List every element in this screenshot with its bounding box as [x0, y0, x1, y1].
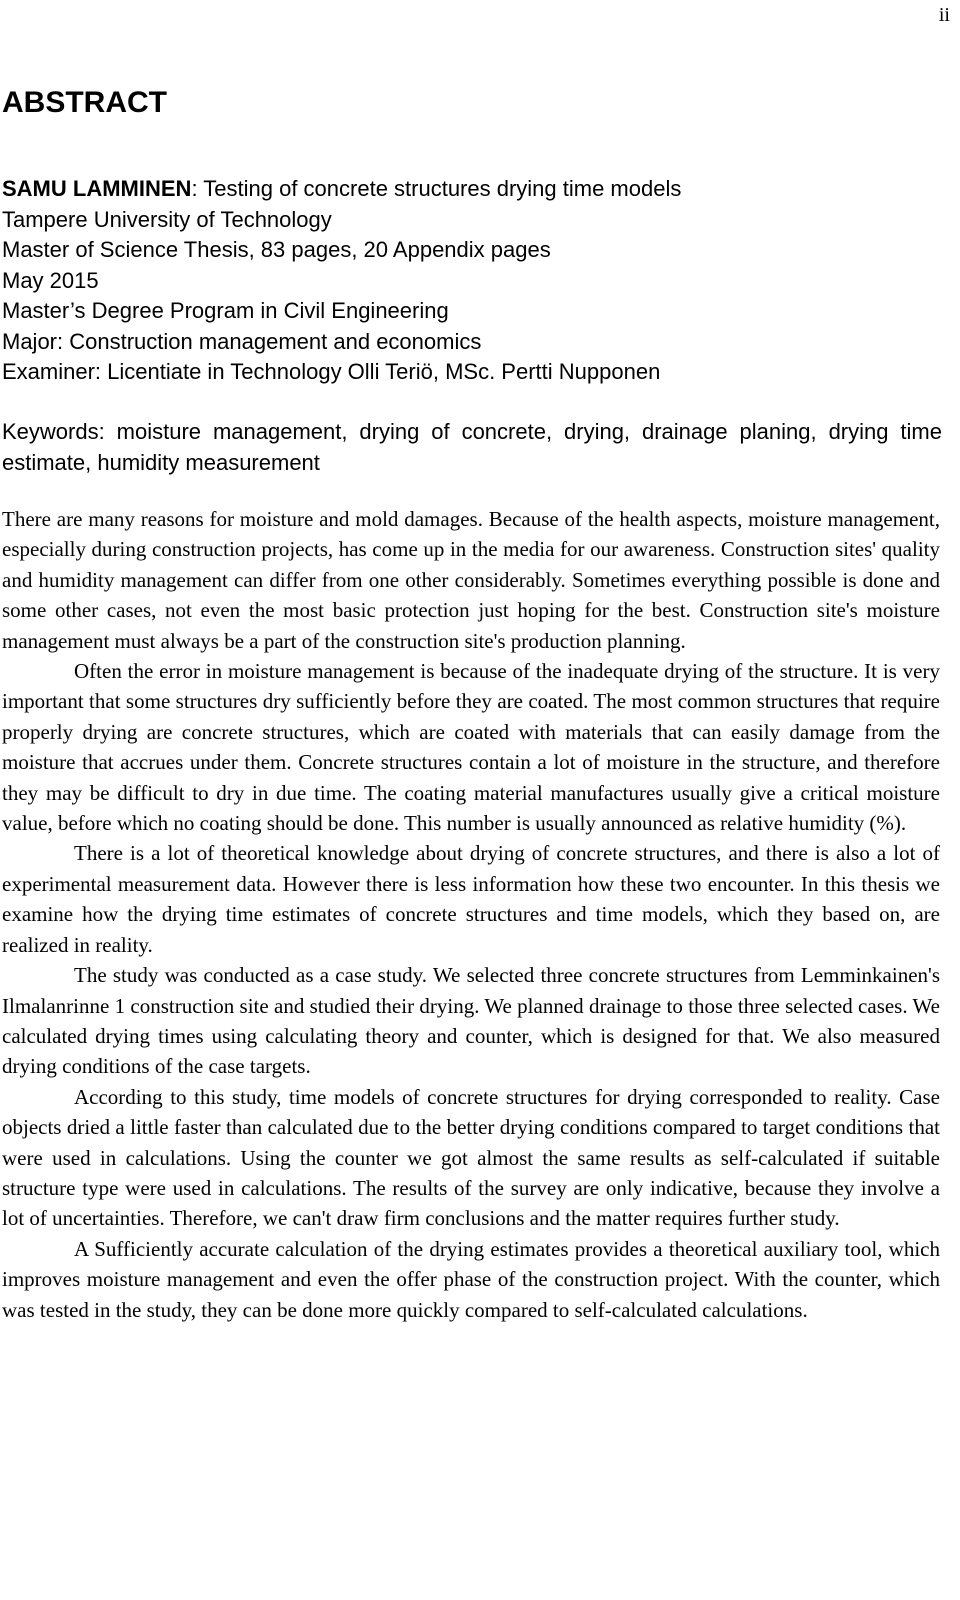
program-line: Master’s Degree Program in Civil Engineering: [2, 298, 449, 323]
thesis-type-line: Master of Science Thesis, 83 pages, 20 Appendix pages: [2, 237, 551, 262]
university-line: Tampere University of Technology: [2, 206, 332, 232]
thesis-metadata: [2, 174, 942, 388]
abstract-paragraph: The study was conducted as a case study. We selected three concrete structures from Lemminkainen's Ilmalanrinne 1 construction site and studied their drying. We planned drainage to those three selected cases. We calculated drying times using calculating theory and counter, which is designed for that. We also measured drying conditions of the case targets.: [2, 963, 940, 1079]
abstract-paragraph: A Sufficiently accurate calculation of the drying estimates provides a theoretical auxiliary tool, which improves moisture management and even the offer phase of the construction project. With the counter, which was tested in the study, they can be done more quickly compared to self-calculated calculations.: [2, 1236, 940, 1322]
date-line: May 2015: [2, 267, 99, 293]
page-number: ii: [938, 4, 950, 26]
abstract-paragraph: There are many reasons for moisture and mold damages. Because of the health aspects, moisture management, especially during construction projects, has come up in the media for our awareness. Construction sites' quality and humidity management can differ from one other considerably. Sometimes everything possible is done and some other cases, not even the most basic protection just hoping for the best. Construction site's moisture management must always be a part of the construction site's production planning.: [2, 507, 940, 653]
major-line: Major: Construction management and economics: [2, 328, 482, 354]
author-title-line: [2, 174, 942, 205]
thesis-title: : Testing of concrete structures drying time models: [191, 176, 682, 201]
abstract-body: [2, 504, 940, 1325]
abstract-paragraph: According to this study, time models of concrete structures for drying corresponded to reality. Case objects dried a little faster than calculated due to the better drying conditions compared to target conditions that were used in calculations. Using the counter we got almost the same results as self-calculated if suitable structure type were used in calculations. The results of the survey are only indicative, because they involve a lot of uncertainties. Therefore, we can't draw firm conclusions and the matter requires further study.: [2, 1084, 940, 1231]
abstract-heading: ABSTRACT: [2, 86, 167, 119]
abstract-paragraph: There is a lot of theoretical knowledge about drying of concrete structures, and there is also a lot of experimental measurement data. However there is less information how these two encounter. In this thesis we examine how the drying time estimates of concrete structures and time models, which they based on, are realized in reality.: [2, 841, 940, 957]
examiner-line: Examiner: Licentiate in Technology Olli Teriö, MSc. Pertti Nupponen: [2, 359, 661, 384]
keywords-line: Keywords: moisture management, drying of concrete, drying, drainage planing, drying time estimate, humidity measurement: [2, 419, 942, 475]
author-name: SAMU LAMMINEN: [2, 176, 192, 201]
abstract-paragraph: Often the error in moisture management is because of the inadequate drying of the structure. It is very important that some structures dry sufficiently before they are coated. The most common structures that require properly drying are concrete structures, which are coated with materials that can easily damage from the moisture that accrues under them. Concrete structures contain a lot of moisture in the structure, and therefore they may be difficult to dry in due time. The coating material manufactures usually give a critical moisture value, before which no coating should be done. This number is usually announced as relative humidity (%).: [2, 659, 940, 836]
